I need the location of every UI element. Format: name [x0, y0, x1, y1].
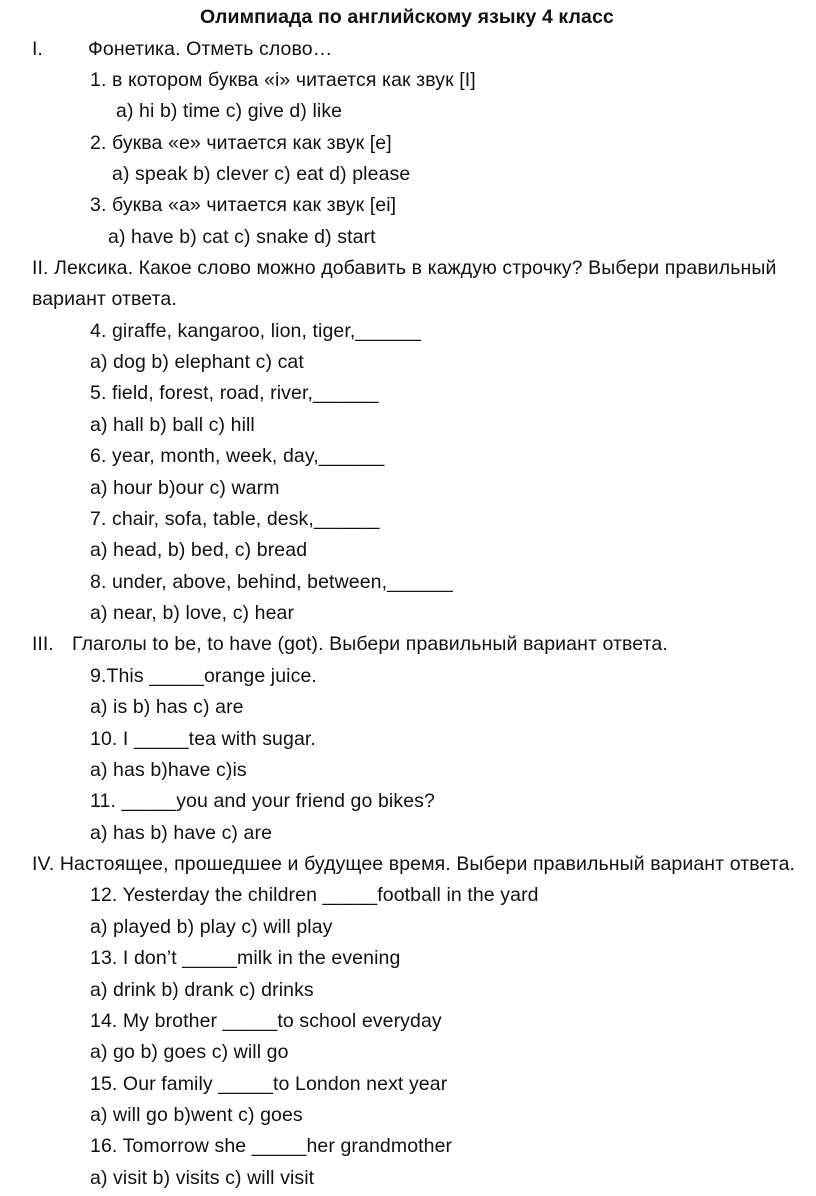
- question-9: 9.This _____orange juice.: [90, 665, 317, 687]
- question-13: 13. I don’t _____milk in the evening: [90, 947, 401, 969]
- section-3-heading: Глаголы to be, to have (got). Выбери правильный вариант ответа.: [72, 633, 668, 655]
- question-11: 11. _____you and your friend go bikes?: [90, 790, 435, 812]
- section-2-heading-line-2: вариант ответа.: [32, 288, 177, 310]
- question-14: 14. My brother _____to school everyday: [90, 1010, 442, 1032]
- question-2: 2. буква «е» читается как звук [e]: [90, 132, 392, 154]
- answers-1: a) hi b) time c) give d) like: [116, 100, 343, 122]
- question-12: 12. Yesterday the children _____football in the yard: [90, 884, 539, 906]
- answers-11: a) has b) have c) are: [90, 822, 273, 844]
- section-1-numeral: I.: [32, 38, 43, 60]
- answers-7: a) head, b) bed, c) bread: [90, 539, 308, 561]
- answers-10: a) has b)have c)is: [90, 759, 247, 781]
- question-5: 5. field, forest, road, river,______: [90, 382, 379, 404]
- question-16: 16. Tomorrow she _____her grandmother: [90, 1135, 453, 1157]
- question-15: 15. Our family _____to London next year: [90, 1073, 448, 1095]
- question-6: 6. year, month, week, day,______: [90, 445, 385, 467]
- question-8: 8. under, above, behind, between,______: [90, 571, 453, 593]
- answers-4: a) dog b) elephant c) cat: [90, 351, 304, 373]
- question-1: 1. в котором буква «i» читается как звук [I]: [90, 69, 476, 91]
- answers-5: a) hall b) ball c) hill: [90, 414, 255, 436]
- question-4: 4. giraffe, kangaroo, lion, tiger,______: [90, 320, 422, 342]
- answers-13: a) drink b) drank c) drinks: [90, 979, 314, 1001]
- section-4-heading: IV. Настоящее, прошедшее и будущее время. Выбери правильный вариант ответа.: [32, 853, 796, 875]
- question-3: 3. буква «а» читается как звук [ei]: [90, 194, 397, 216]
- answers-2: a) speak b) clever c) eat d) please: [112, 163, 411, 185]
- page-title: Олимпиада по английскому языку 4 класс: [200, 6, 614, 28]
- answers-14: a) go b) goes c) will go: [90, 1041, 289, 1063]
- question-7: 7. chair, sofa, table, desk,______: [90, 508, 380, 530]
- answers-16: a) visit b) visits c) will visit: [90, 1167, 315, 1189]
- answers-6: a) hour b)our c) warm: [90, 477, 280, 499]
- section-3-numeral: III.: [32, 633, 54, 655]
- section-2-heading-line-1: II. Лексика. Какое слово можно добавить в каждую строчку? Выбери правильный: [32, 257, 777, 279]
- section-1-heading: Фонетика. Отметь слово…: [88, 38, 333, 60]
- answers-9: a) is b) has c) are: [90, 696, 244, 718]
- question-10: 10. I _____tea with sugar.: [90, 728, 316, 750]
- answers-3: a) have b) cat c) snake d) start: [108, 226, 376, 248]
- answers-8: a) near, b) love, c) hear: [90, 602, 295, 624]
- answers-15: a) will go b)went c) goes: [90, 1104, 303, 1126]
- answers-12: a) played b) play c) will play: [90, 916, 333, 938]
